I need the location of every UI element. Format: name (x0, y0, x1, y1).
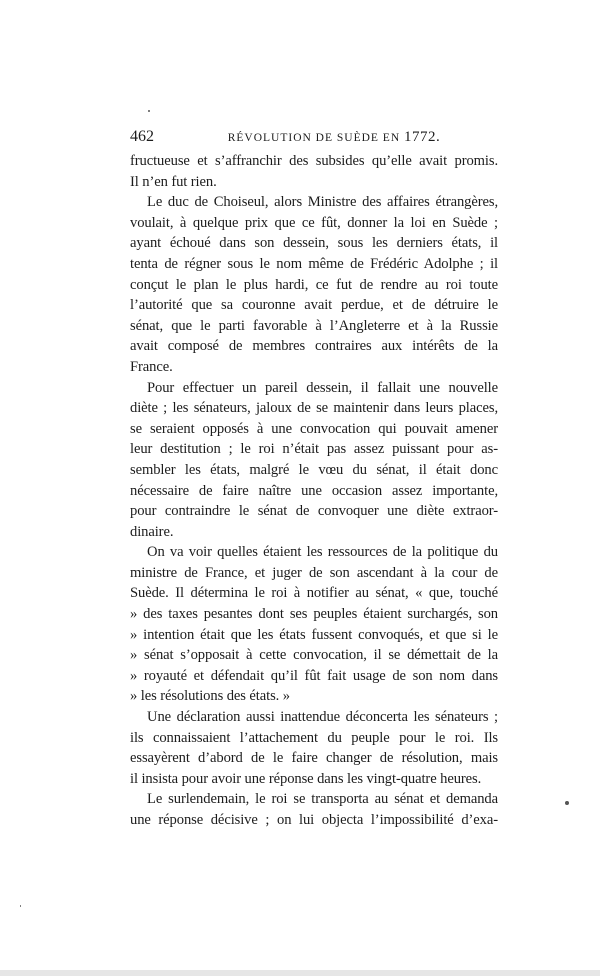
text-line: une réponse décisive ; on lui objecta l’impossibilité d’exa- (130, 812, 498, 828)
quoted-line: » royauté et défendait qu’il fût fait usage de son nom dans (130, 667, 498, 684)
paragraph (130, 542, 498, 707)
text-line: tenta de régner sous le nom même de Frédéric Adolphe ; il (130, 255, 498, 272)
paragraph (130, 151, 498, 192)
text-line: ayant échoué dans son dessein, sous les derniers états, il (130, 235, 498, 252)
text-line: il insista pour avoir une réponse dans les vingt-quatre heures. (130, 770, 482, 787)
paragraph (130, 378, 498, 543)
paragraph (130, 707, 498, 789)
page-number: 462 (130, 128, 154, 145)
running-title-text: RÉVOLUTION DE SUÈDE EN (227, 132, 401, 144)
text-line: sembler les états, malgré le vœu du sénat, il était donc (130, 461, 498, 478)
text-line: ils connaissaient l’attachement du peuple pour le roi. Ils (130, 729, 498, 746)
text-line: ministre de France, et juger de son ascendant à la cour de (130, 564, 498, 581)
text-line: conçut le plan le plus hardi, ce fut de rendre au roi toute (130, 276, 498, 293)
scan-speck (148, 110, 150, 112)
text-line: fructueuse et s’affranchir des subsides qu’elle avait promis. (130, 153, 498, 169)
running-head (130, 123, 498, 151)
text-line: Une déclaration aussi inattendue déconcerta les sénateurs ; (147, 709, 498, 726)
text-line: avait composé de membres contraires aux intérêts de la (130, 338, 498, 355)
quoted-line: » sénat s’opposait à cette convocation, il se démettait de la (130, 647, 498, 664)
quoted-line: » intention était que les états fussent convoqués, et que si le (130, 626, 498, 643)
text-line: Il n’en fut rien. (130, 173, 217, 190)
text-line: diète ; les sénateurs, jaloux de se maintenir dans leurs places, (130, 400, 498, 417)
text-line: essayèrent d’abord de le faire changer de résolution, mais (130, 750, 498, 767)
quoted-line: » des taxes pesantes dont ses peuples étaient surchargés, son (130, 606, 498, 623)
scan-speck (565, 801, 569, 805)
text-line: leur destitution ; le roi n’était pas assez puissant pour as- (130, 441, 498, 458)
text-line: dinaire. (130, 523, 174, 540)
paragraph (130, 789, 498, 830)
text-line: France. (130, 358, 173, 375)
text-line: l’autorité que sa couronne avait perdue, et de détruire le (130, 297, 498, 314)
text-line: Le surlendemain, le roi se transporta au sénat et demanda (147, 791, 498, 808)
text-line: se seraient opposés à une convocation qui pouvait amener (130, 420, 498, 437)
running-title-year: 1772. (404, 129, 441, 145)
scan-edge (0, 970, 600, 976)
text-line: Suède. Il détermina le roi à notifier au sénat, « que, touché (130, 585, 498, 602)
paragraph (130, 192, 498, 377)
text-line: voulait, à quelque prix que ce fût, donner la loi en Suède ; (130, 214, 498, 231)
scan-speck (20, 905, 21, 907)
body-text (130, 151, 498, 831)
running-title (130, 123, 498, 152)
text-line: sénat, que le parti favorable à l’Angleterre et à la Russie (130, 317, 498, 334)
text-line: Le duc de Choiseul, alors Ministre des affaires étrangères, (147, 194, 498, 211)
text-line: nécessaire de faire naître une occasion assez importante, (130, 482, 498, 499)
text-line: On va voir quelles étaient les ressources de la politique du (147, 544, 498, 561)
quoted-line: » les résolutions des états. » (130, 688, 290, 705)
book-page (130, 123, 498, 831)
text-line: Pour effectuer un pareil dessein, il fallait une nouvelle (147, 379, 498, 396)
text-line: pour contraindre le sénat de convoquer une diète extraor- (130, 503, 498, 520)
